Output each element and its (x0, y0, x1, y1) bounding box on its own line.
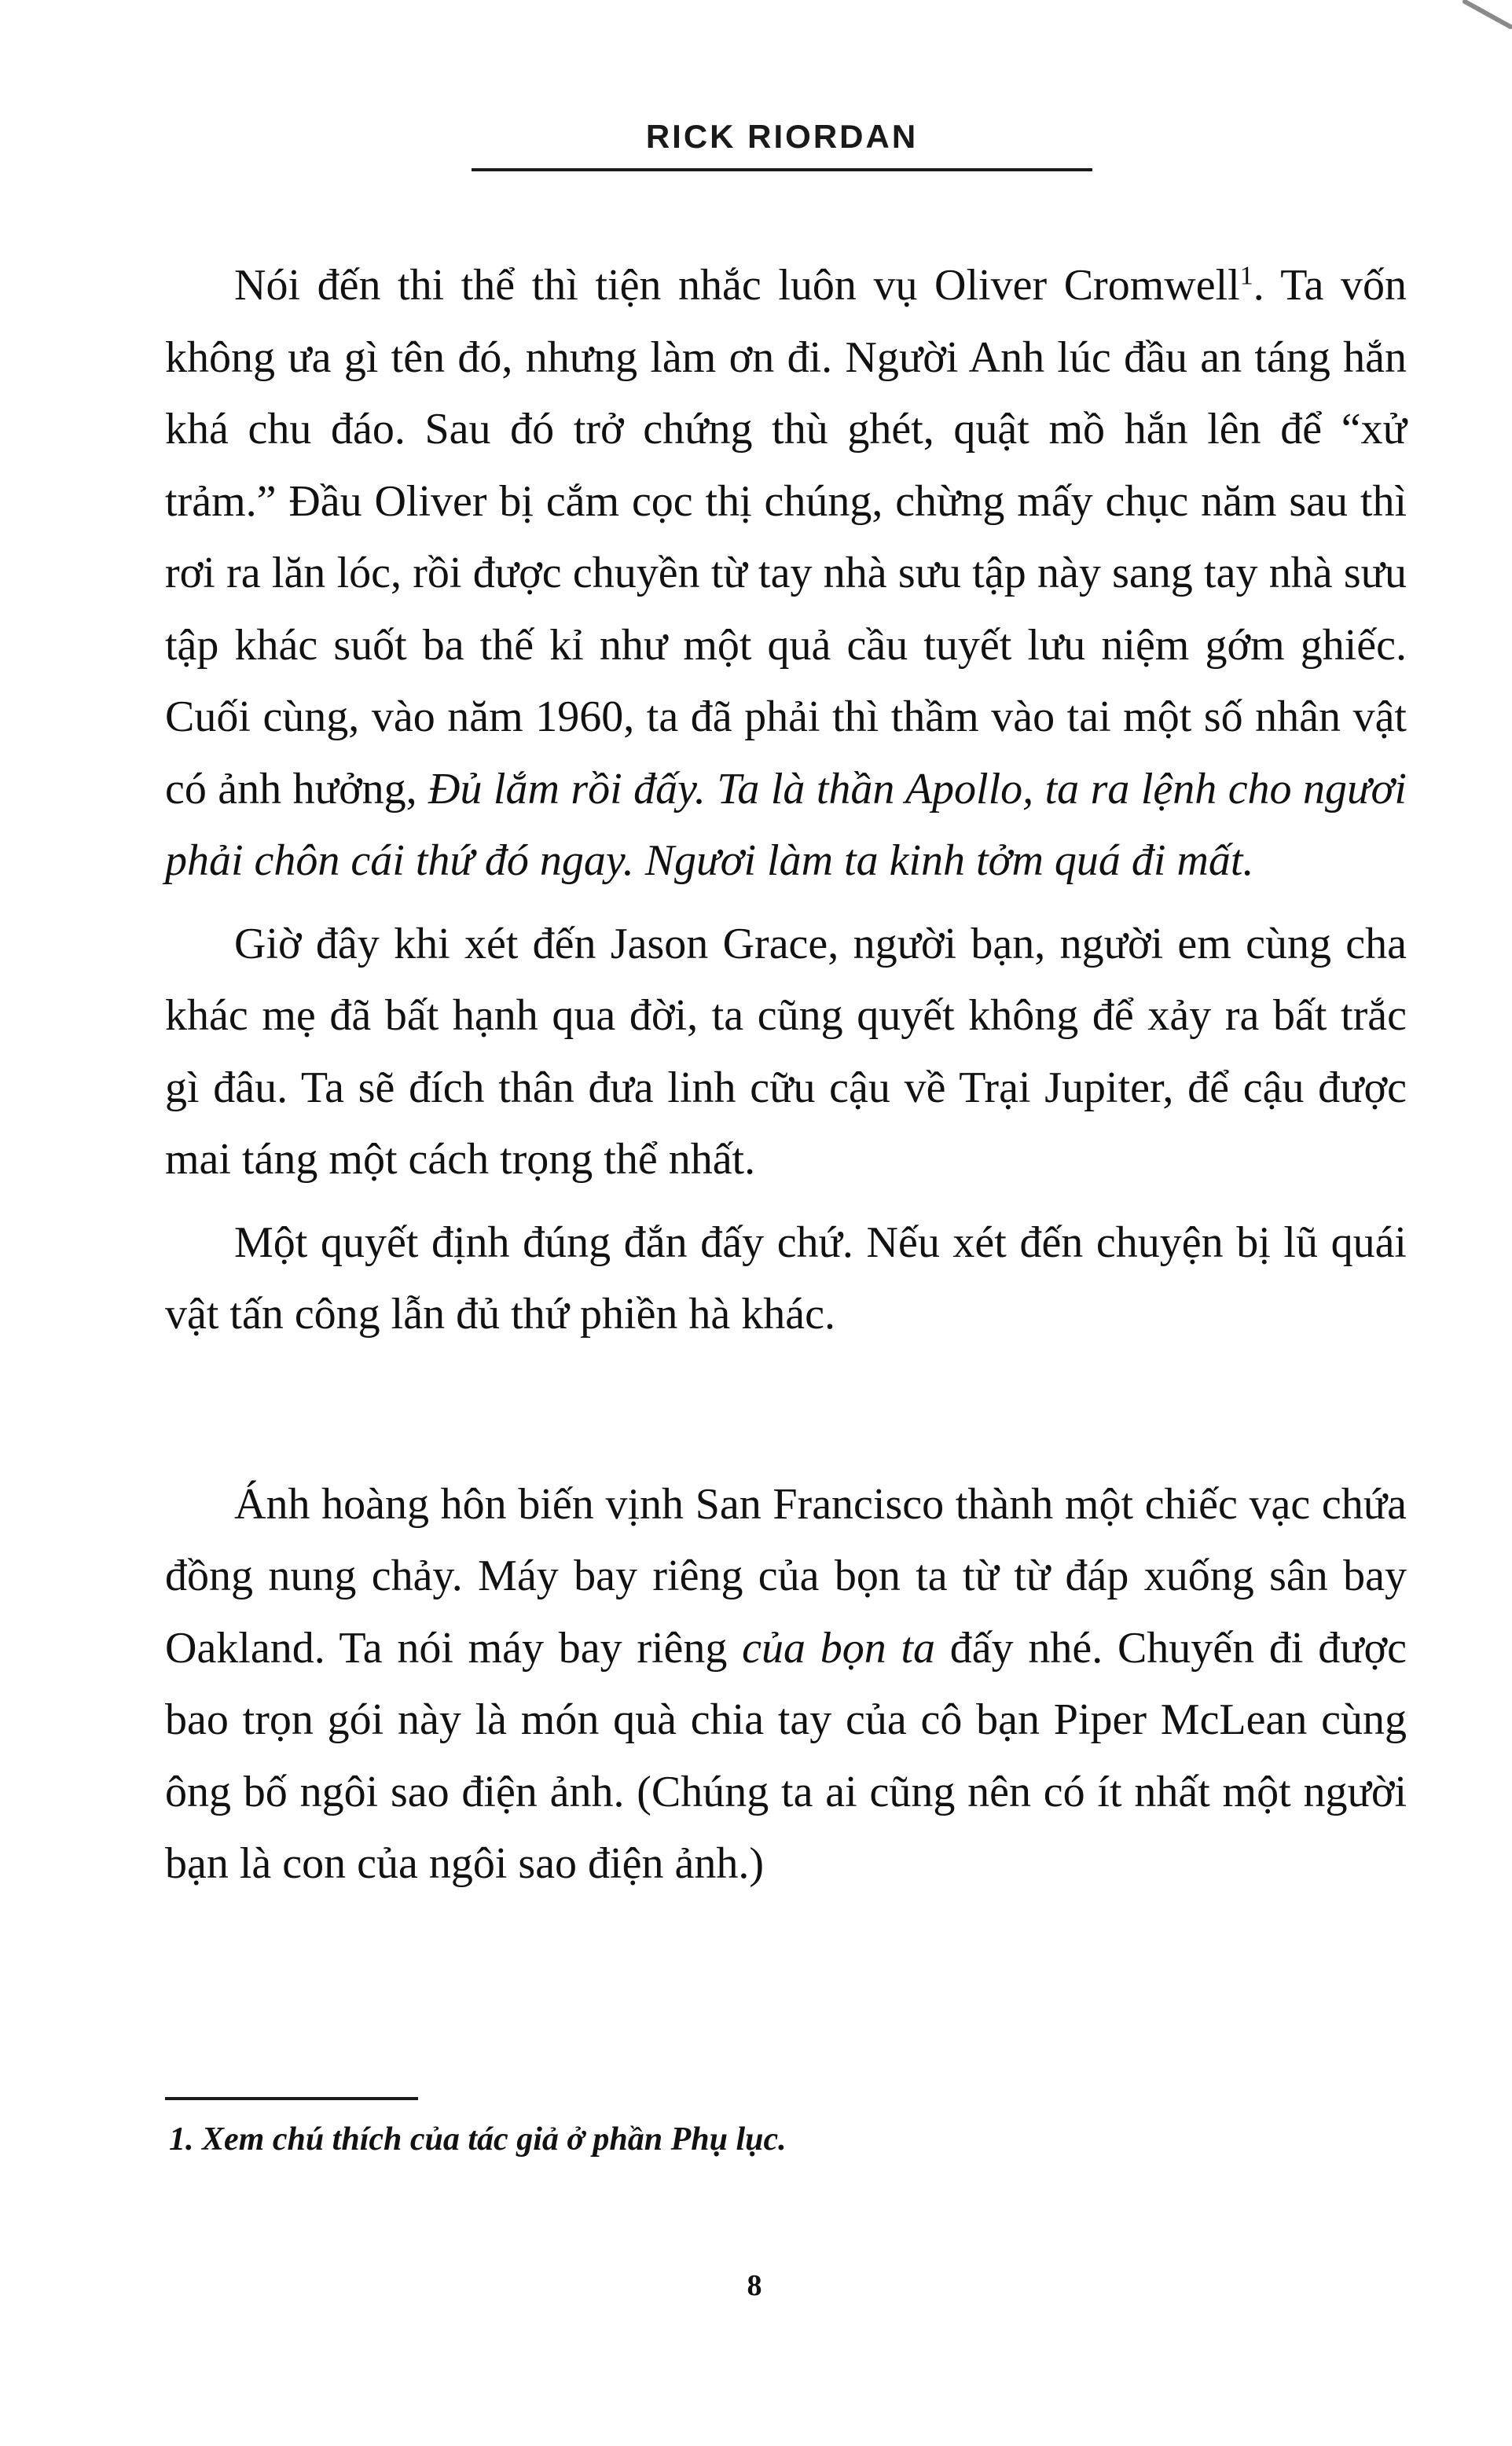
paragraph-4-start: Ánh hoàng hôn biến vịnh San Francisco thành một chiếc vạc chứa đồng nung chảy. Máy bay riêng của bọn ta từ từ đáp xuống sân bay Oakland. Ta nói máy bay riêng (165, 1479, 1407, 1673)
running-header: RICK RIORDAN (645, 118, 919, 155)
paragraph-3: Một quyết định đúng đắn đấy chứ. Nếu xét đến chuyện bị lũ quái vật tấn công lẫn đủ thứ phiền hà khác. (165, 1217, 1407, 1339)
body-text (165, 250, 1407, 1901)
paragraph-4 (165, 1469, 1407, 1901)
paragraph-1 (165, 250, 1407, 898)
footnote-reference: 1 (1239, 261, 1253, 291)
page-number: 8 (747, 2269, 762, 2302)
paragraph-1-middle: . Ta vốn không ưa gì tên đó, nhưng làm ơn đi. Người Anh lúc đầu an táng hắn khá chu đáo. Sau đó trở chứng thù ghét, quật mồ hắn lên để “xử trảm.” Đầu Oliver bị cắm cọc thị chúng, chừng mấy chục năm sau thì rơi ra lăn lóc, rồi được chuyền từ tay nhà sưu tập này sang tay nhà sưu tập khác suốt ba thế kỉ như một quả cầu tuyết lưu niệm gớm ghiếc. Cuối cùng, vào năm 1960, ta đã phải thì thầm vào tai một số nhân vật có ảnh hưởng, (165, 261, 1407, 813)
paragraph-2: Giờ đây khi xét đến Jason Grace, người bạn, người em cùng cha khác mẹ đã bất hạnh qua đời, ta cũng quyết không để xảy ra bất trắc gì đâu. Ta sẽ đích thân đưa linh cữu cậu về Trại Jupiter, để cậu được mai táng một cách trọng thể nhất. (165, 919, 1407, 1184)
paragraph-4-end: đấy nhé. Chuyến đi được bao trọn gói này là món quà chia tay của cô bạn Piper McLean cùng ông bố ngôi sao điện ảnh. (Chúng ta ai cũng nên có ít nhất một người bạn là con của ngôi sao điện ảnh.) (165, 1623, 1407, 1888)
header-rule (472, 168, 1092, 171)
paragraph-4-italic: của bọn ta (742, 1623, 936, 1673)
footnote: 1. Xem chú thích của tác giả ở phần Phụ lục. (169, 2121, 787, 2158)
footnote-rule (165, 2097, 418, 2100)
paragraph-1-italic: Đủ lắm rồi đấy. Ta là thần Apollo, ta ra lệnh cho ngươi phải chôn cái thứ đó ngay. Ngươi làm ta kinh tởm quá đi mất. (165, 764, 1407, 885)
page-corner-smudge (1457, 0, 1512, 31)
paragraph-1-start: Nói đến thi thể thì tiện nhắc luôn vụ Oliver Cromwell (234, 261, 1240, 310)
